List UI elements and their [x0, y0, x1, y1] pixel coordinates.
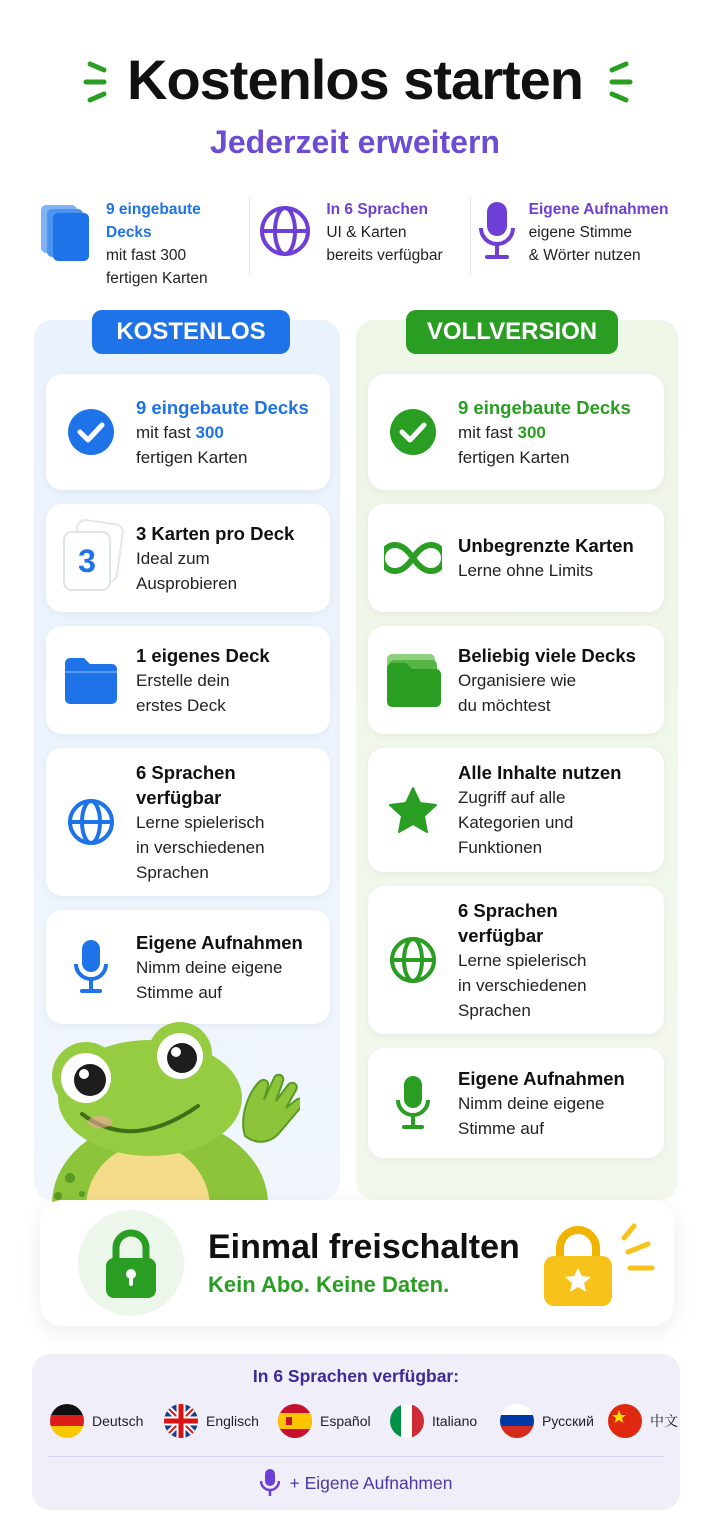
- card-line: Nimm deine eigene: [458, 1093, 605, 1113]
- free-card-languages: [46, 748, 330, 896]
- unlock-subtitle: Kein Abo. Keine Daten.: [208, 1272, 450, 1297]
- card-title: 1 eigenes Deck: [136, 644, 270, 666]
- card-title: Eigene Aufnahmen: [136, 931, 303, 953]
- full-card-unlimited: [368, 504, 664, 612]
- language-label: Русский: [542, 1413, 594, 1429]
- italy-flag: [390, 1404, 424, 1438]
- card-title: 6 Sprachen: [136, 761, 236, 783]
- feature-title: Eigene Aufnahmen: [528, 201, 669, 218]
- gold-lock-star-icon: [540, 1218, 620, 1310]
- card-line: Kategorien und: [458, 813, 574, 832]
- language-label: Englisch: [206, 1413, 259, 1429]
- decks-icon: [34, 196, 96, 266]
- feature-line: UI & Karten: [326, 224, 407, 241]
- card-line: Lerne spielerisch: [458, 950, 587, 970]
- free-card-decks: [46, 374, 330, 490]
- star-icon: [368, 786, 458, 834]
- language-label: Deutsch: [92, 1413, 144, 1429]
- card-line: Lerne ohne Limits: [458, 561, 594, 580]
- feature-title: 9 eingebaute Decks: [106, 201, 201, 241]
- card-three-icon: [46, 518, 136, 598]
- card-title: 6 Sprachen: [458, 899, 558, 921]
- card-line: mit fast 300: [136, 422, 224, 442]
- card-line: Stimme auf: [136, 982, 222, 1002]
- card-title: Alle Inhalte nutzen: [458, 762, 622, 783]
- languages-footer-text: + Eigene Aufnahmen: [289, 1472, 453, 1493]
- feature-line: & Wörter nutzen: [528, 247, 641, 264]
- card-line: Lerne spielerisch: [136, 812, 265, 832]
- free-card-own-deck: [46, 626, 330, 734]
- card-title: verfügbar: [136, 786, 222, 808]
- full-card-all-content: [368, 748, 664, 872]
- green-lock-icon: [78, 1210, 184, 1316]
- page-subtitle: Jederzeit erweitern: [210, 124, 500, 160]
- full-card-recordings: [368, 1048, 664, 1158]
- full-label: VOLLVERSION: [406, 310, 618, 354]
- folders-icon: [368, 652, 458, 708]
- card-title: Beliebig viele Decks: [458, 644, 636, 666]
- feature-languages: [250, 196, 470, 276]
- card-line: in verschiedenen: [136, 837, 265, 857]
- languages-panel: [32, 1354, 680, 1510]
- microphone-icon: [368, 1074, 458, 1132]
- full-card-many-decks: [368, 626, 664, 734]
- card-line: in verschiedenen: [458, 975, 587, 995]
- feature-line: eigene Stimme: [528, 224, 633, 241]
- card-title: verfügbar: [458, 924, 544, 946]
- language-label: Italiano: [432, 1413, 478, 1429]
- language-item[interactable]: [390, 1404, 477, 1438]
- feature-line: fertigen Karten: [106, 270, 208, 287]
- sparkle-left-icon: [82, 58, 112, 106]
- language-item[interactable]: [278, 1404, 371, 1438]
- free-label: KOSTENLOS: [92, 310, 290, 354]
- card-title: 3 Karten pro Deck: [136, 522, 295, 544]
- card-line: Ideal zum: [136, 548, 210, 568]
- infinity-icon: [368, 541, 458, 575]
- card-line: fertigen Karten: [458, 447, 570, 467]
- shine-lines-icon: [618, 1220, 660, 1276]
- card-line: du möchtest: [458, 695, 551, 715]
- feature-recordings: [471, 196, 690, 276]
- globe-icon: [254, 196, 316, 266]
- spain-flag: [278, 1404, 312, 1438]
- unlock-banner[interactable]: [40, 1200, 674, 1326]
- language-item[interactable]: [608, 1404, 678, 1438]
- card-line: Organisiere wie: [458, 670, 577, 690]
- card-line: Erstelle dein: [136, 670, 230, 690]
- card-line: Sprachen: [458, 1000, 531, 1020]
- card-line: Sprachen: [136, 862, 209, 882]
- language-label: 中文: [650, 1413, 678, 1429]
- uk-flag: [164, 1404, 198, 1438]
- microphone-icon: [260, 1468, 280, 1498]
- language-item[interactable]: [50, 1404, 143, 1438]
- check-circle-icon: [368, 408, 458, 456]
- germany-flag: [50, 1404, 84, 1438]
- languages-heading: In 6 Sprachen verfügbar:: [252, 1366, 460, 1386]
- frog-mascot-illustration: [30, 1018, 300, 1208]
- sparkle-right-icon: [604, 58, 634, 106]
- folder-icon: [46, 655, 136, 705]
- card-line: erstes Deck: [136, 695, 226, 715]
- china-flag: [608, 1404, 642, 1438]
- card-title: Unbegrenzte Karten: [458, 535, 634, 556]
- card-line: Nimm deine eigene: [136, 957, 283, 977]
- card-line: Stimme auf: [458, 1118, 544, 1138]
- microphone-icon: [46, 938, 136, 996]
- languages-footer: [32, 1468, 680, 1498]
- feature-line: bereits verfügbar: [326, 247, 443, 264]
- card-title: 9 eingebaute Decks: [458, 396, 631, 418]
- free-card-recordings: [46, 910, 330, 1024]
- globe-icon: [46, 797, 136, 847]
- language-item[interactable]: [500, 1404, 594, 1438]
- globe-icon: [368, 935, 458, 985]
- language-label: Español: [320, 1413, 371, 1429]
- check-circle-icon: [46, 408, 136, 456]
- page-title: Kostenlos starten: [127, 48, 583, 111]
- unlock-title: Einmal freischalten: [208, 1228, 520, 1266]
- card-line: Zugriff auf alle: [458, 788, 566, 807]
- feature-line: mit fast 300: [106, 247, 187, 264]
- card-line: Ausprobieren: [136, 573, 238, 593]
- card-title: 9 eingebaute Decks: [136, 396, 309, 418]
- card-line: Funktionen: [458, 838, 543, 857]
- card-title: Eigene Aufnahmen: [458, 1067, 625, 1089]
- russia-flag: [500, 1404, 534, 1438]
- feature-strip: [30, 196, 690, 287]
- language-item[interactable]: [164, 1404, 259, 1438]
- microphone-icon: [475, 196, 519, 266]
- free-card-limit: [46, 504, 330, 612]
- card-line: fertigen Karten: [136, 447, 248, 467]
- languages-divider: [48, 1456, 664, 1457]
- full-card-decks: [368, 374, 664, 490]
- card-line: mit fast 300: [458, 422, 546, 442]
- svg-text:3: 3: [78, 543, 96, 579]
- feature-decks: [30, 196, 250, 287]
- feature-title: In 6 Sprachen: [326, 201, 428, 218]
- full-card-languages: [368, 886, 664, 1034]
